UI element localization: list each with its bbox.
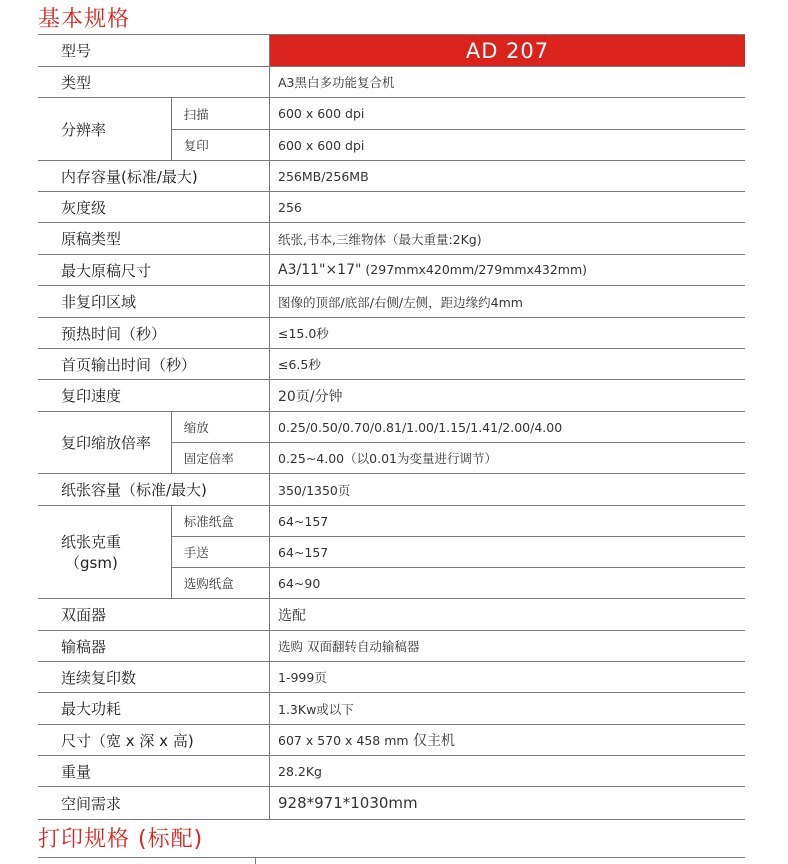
model-value: AD 207	[270, 35, 746, 67]
row-label-original-type: 原稿类型	[38, 223, 270, 255]
row-label-power: 最大功耗	[38, 693, 270, 725]
row-value-copy: 600 x 600 dpi	[270, 130, 746, 161]
table-row-zoom	[38, 412, 745, 443]
table-row-weight	[38, 756, 745, 787]
section-title-basic-specs: 基本规格	[38, 7, 131, 32]
row-value-memory: 256MB/256MB	[270, 161, 746, 192]
row-label-paper-weight	[38, 506, 171, 599]
row-label-first-copy: 首页输出时间（秒）	[38, 349, 270, 380]
sublabel-std-tray: 标准纸盒	[171, 506, 269, 537]
table-column-divider	[255, 857, 256, 864]
section-title-print-specs: 打印规格 (标配)	[38, 827, 204, 852]
row-value-weight: 28.2Kg	[270, 756, 746, 787]
sublabel-manual-feed: 手送	[171, 537, 269, 568]
row-label-duplex: 双面器	[38, 599, 270, 631]
table-row-original-type	[38, 223, 745, 255]
table-row-max-original	[38, 255, 745, 286]
table-row-type	[38, 67, 745, 98]
row-value-manual-feed: 64~157	[270, 537, 746, 568]
max-original-size-main: A3/11"×17"	[278, 262, 362, 278]
table-row-memory	[38, 161, 745, 192]
row-label-memory: 内存容量(标准/最大)	[38, 161, 270, 192]
table-row-continuous	[38, 662, 745, 693]
table-row-speed	[38, 380, 745, 412]
row-value-fixed-zoom: 0.25~4.00（以0.01为变量进行调节）	[270, 443, 746, 474]
table-row-paper-weight-std	[38, 506, 745, 537]
sublabel-fixed-zoom: 固定倍率	[171, 443, 269, 474]
table-row-model	[38, 35, 745, 67]
row-value-optional-tray: 64~90	[270, 568, 746, 599]
row-label-speed: 复印速度	[38, 380, 270, 412]
spec-table	[38, 34, 745, 820]
row-label-weight: 重量	[38, 756, 270, 787]
row-value-speed: 20页/分钟	[270, 380, 746, 412]
table-top-border	[38, 857, 745, 858]
row-value-max-original	[270, 255, 746, 286]
row-label-continuous: 连续复印数	[38, 662, 270, 693]
sublabel-optional-tray: 选购纸盒	[171, 568, 269, 599]
row-label-type: 类型	[38, 67, 270, 98]
table-row-duplex	[38, 599, 745, 631]
table-row-adf	[38, 631, 745, 662]
row-value-power: 1.3Kw或以下	[270, 693, 746, 725]
table-row-space	[38, 787, 745, 820]
row-label-non-copy: 非复印区域	[38, 286, 270, 318]
row-value-scan: 600 x 600 dpi	[270, 98, 746, 130]
paper-weight-label: 纸张克重	[61, 533, 122, 551]
table-row-resolution-scan	[38, 98, 745, 130]
row-value-warmup: ≤15.0秒	[270, 318, 746, 349]
row-label-warmup: 预热时间（秒）	[38, 318, 270, 349]
row-label-zoom: 复印缩放倍率	[38, 412, 171, 474]
table-row-gray	[38, 192, 745, 223]
sublabel-scan: 扫描	[171, 98, 269, 130]
row-value-space: 928*971*1030mm	[270, 787, 746, 820]
table-row-warmup	[38, 318, 745, 349]
size-note: 仅主机	[408, 733, 456, 749]
table-row-size	[38, 725, 745, 756]
table-row-power	[38, 693, 745, 725]
sublabel-zoom: 缩放	[171, 412, 269, 443]
row-value-type: A3黑白多功能复合机	[270, 67, 746, 98]
row-value-zoom: 0.25/0.50/0.70/0.81/1.00/1.15/1.41/2.00/4.00	[270, 412, 746, 443]
row-label-space: 空间需求	[38, 787, 270, 820]
row-label-model: 型号	[38, 35, 270, 67]
paper-weight-unit: （gsm)	[65, 554, 118, 572]
row-value-first-copy: ≤6.5秒	[270, 349, 746, 380]
row-label-adf: 输稿器	[38, 631, 270, 662]
sublabel-copy: 复印	[171, 130, 269, 161]
row-value-gray: 256	[270, 192, 746, 223]
table-row-non-copy	[38, 286, 745, 318]
row-value-non-copy: 图像的顶部/底部/右侧/左侧，距边缘约4mm	[270, 286, 746, 318]
max-original-size-mm: (297mmx420mm/279mmx432mm)	[361, 262, 588, 277]
row-value-paper-capacity: 350/1350页	[270, 474, 746, 506]
row-label-max-original: 最大原稿尺寸	[38, 255, 270, 286]
table-row-paper-capacity	[38, 474, 745, 506]
row-value-duplex: 选配	[270, 599, 746, 631]
size-dimensions: 607 x 570 x 458 mm	[278, 733, 409, 748]
row-value-adf: 选购 双面翻转自动输稿器	[270, 631, 746, 662]
row-value-size	[270, 725, 746, 756]
row-value-std-tray: 64~157	[270, 506, 746, 537]
row-value-continuous: 1-999页	[270, 662, 746, 693]
row-value-original-type: 纸张,书本,三维物体（最大重量:2Kg)	[270, 223, 746, 255]
row-label-resolution: 分辨率	[38, 98, 171, 161]
table-row-first-copy	[38, 349, 745, 380]
row-label-size: 尺寸（宽 x 深 x 高)	[38, 725, 270, 756]
row-label-paper-capacity: 纸张容量（标准/最大)	[38, 474, 270, 506]
row-label-gray: 灰度级	[38, 192, 270, 223]
